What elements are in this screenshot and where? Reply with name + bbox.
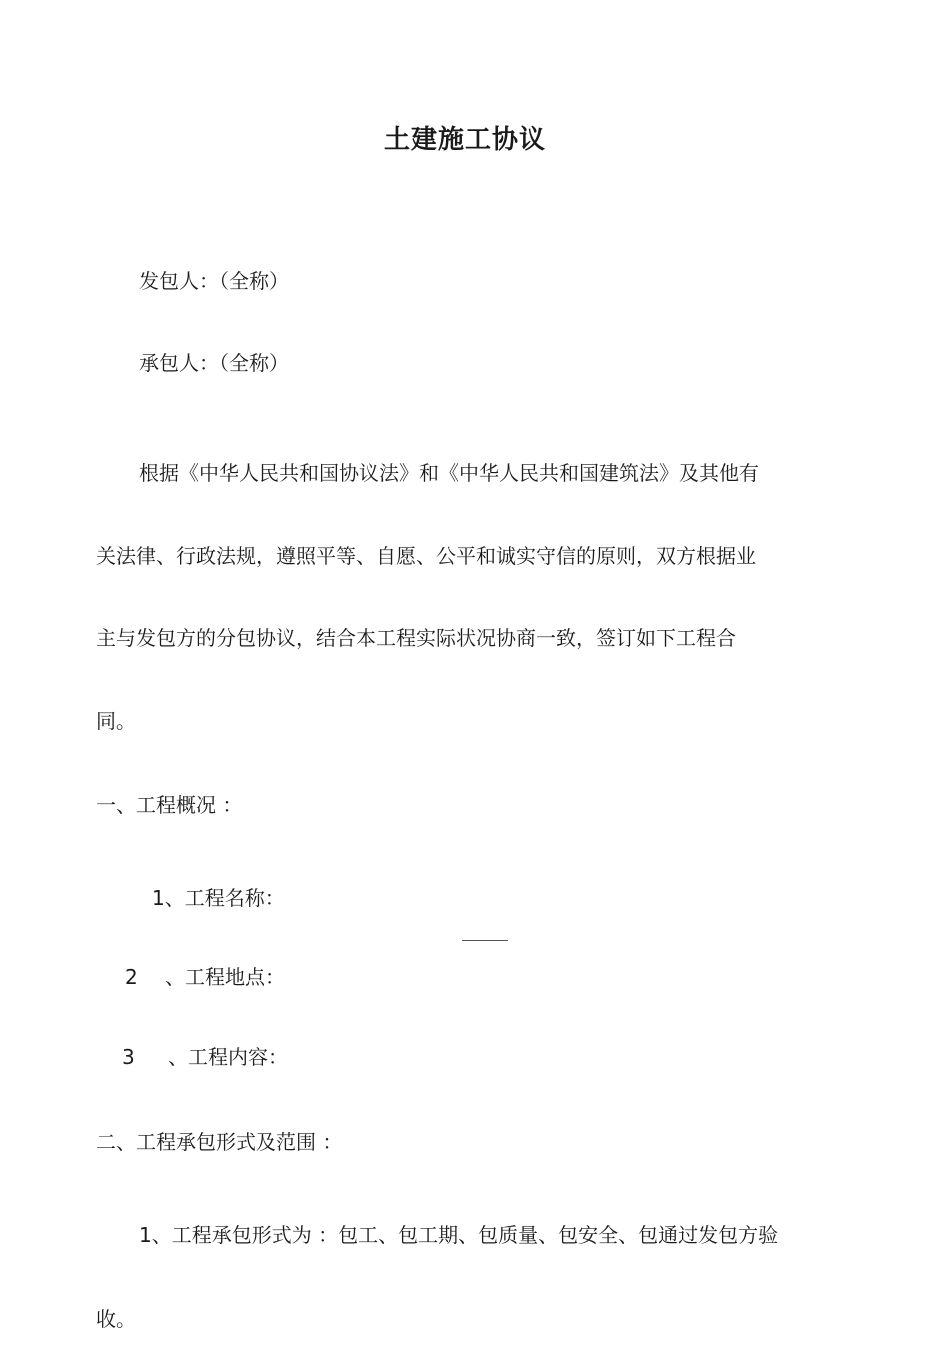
intro-line-3: 主与发包方的分包协议，结合本工程实际状况协商一致，签订如下工程合 bbox=[96, 626, 736, 650]
blank-underline bbox=[462, 940, 508, 941]
section2-item1-line-2: 收。 bbox=[96, 1307, 136, 1331]
section1-item-name: 1、工程名称： bbox=[152, 886, 285, 910]
section1-item-content: 、工程内容： bbox=[168, 1045, 288, 1069]
section1-item3-number: 3 bbox=[122, 1045, 135, 1069]
employer-line: 发包人：（全称） bbox=[139, 269, 289, 293]
document-title: 土建施工协议 bbox=[383, 125, 546, 155]
intro-line-2: 关法律、行政法规，遵照平等、自愿、公平和诚实守信的原则，双方根据业 bbox=[96, 544, 756, 568]
section2-item1-line-1: 1、工程承包形式为 ：包工、包工期、包质量、包安全、包通过发包方验 bbox=[139, 1223, 779, 1247]
section2-heading: 二、工程承包形式及范围 ： bbox=[96, 1130, 343, 1154]
section1-heading: 一、工程概况 ： bbox=[96, 793, 243, 817]
section1-item-location: 、工程地点： bbox=[165, 965, 285, 989]
intro-line-4: 同。 bbox=[96, 709, 136, 733]
contractor-line: 承包人：（全称） bbox=[139, 351, 289, 375]
section1-item2-number: 2 bbox=[125, 965, 138, 989]
intro-line-1: 根据《中华人民共和国协议法》和《中华人民共和国建筑法》及其他有 bbox=[139, 461, 759, 485]
